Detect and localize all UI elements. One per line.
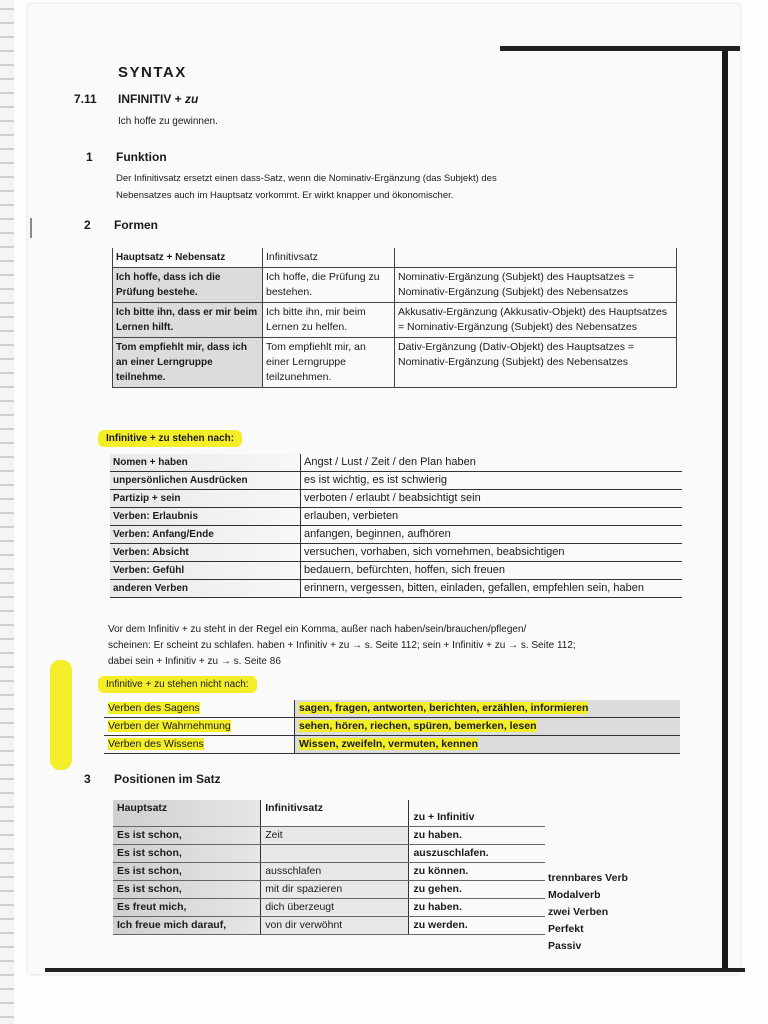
comma-note: Vor dem Infinitiv + zu steht in der Regel ein Komma, außer nach haben/sein/brauchen/pflegen/ scheinen: Er scheint zu schlafen. haben + Infinitiv + zu → s. Seite 112; sein + Infinitiv + zu → s. Seite 112; dabei sein + Infinitiv + zu → s. Seite 86 (108, 624, 576, 667)
nicht-table (104, 700, 680, 754)
table-cell: Ich hoffe, die Prüfung zu bestehen. (263, 268, 395, 303)
table-cell: Ich hoffe, dass ich die Prüfung bestehe. (113, 268, 263, 303)
positionen-table (113, 800, 545, 935)
highlighter-mark (50, 660, 72, 770)
table-cell: Zeit (261, 827, 409, 845)
table-cell: sehen, hören, riechen, spüren, bemerken, lesen (299, 720, 537, 732)
table-row (113, 268, 677, 303)
table-cell: zu haben. (409, 827, 545, 845)
section-2-number: 2 (84, 218, 91, 232)
section-1-number: 1 (86, 150, 93, 164)
table-cell: verboten / erlaubt / beabsichtigt sein (301, 490, 683, 508)
table-row (113, 845, 545, 863)
table-row (110, 508, 682, 526)
table-cell: sagen, fragen, antworten, berichten, erzählen, informieren (299, 702, 589, 714)
table-cell: zu haben. (409, 899, 545, 917)
nach-table (110, 454, 682, 598)
table-row (104, 700, 680, 718)
table-header-row (113, 248, 677, 268)
table-cell: Partizip + sein (110, 490, 301, 508)
table-row (110, 454, 682, 472)
table-cell: Es ist schon, (113, 845, 261, 863)
table-row (110, 490, 682, 508)
table-cell: Tom empfiehlt mir, an einer Lerngruppe teilzunehmen. (263, 338, 395, 388)
table-cell: Verben: Absicht (110, 544, 301, 562)
table-cell: bedauern, befürchten, hoffen, sich freuen (301, 562, 683, 580)
table-row (113, 881, 545, 899)
table-header-row (113, 800, 545, 827)
label-item: zwei Verben (548, 906, 609, 918)
table-cell: Akkusativ-Ergänzung (Akkusativ-Objekt) des Hauptsatzes = Nominativ-Ergänzung (Subjekt) des Nebensatzes (395, 303, 677, 338)
label-item: Perfekt (548, 923, 584, 935)
table-cell: Verben: Erlaubnis (110, 508, 301, 526)
table-cell: anderen Verben (110, 580, 301, 598)
table-cell: erinnern, vergessen, bitten, einladen, gefallen, empfehlen sein, haben (301, 580, 683, 598)
table-cell: Es ist schon, (113, 863, 261, 881)
table-cell: Nominativ-Ergänzung (Subjekt) des Hauptsatzes = Nominativ-Ergänzung (Subjekt) des Nebensatzes (395, 268, 677, 303)
table-cell: versuchen, vorhaben, sich vornehmen, beabsichtigen (301, 544, 683, 562)
table-cell: mit dir spazieren (261, 881, 409, 899)
table-row (110, 544, 682, 562)
table-row (113, 827, 545, 845)
label-item: Passiv (548, 940, 582, 952)
page-edge-bottom (45, 968, 745, 972)
page-edge-right (722, 50, 728, 970)
table-row (110, 472, 682, 490)
table-cell: unpersönlichen Ausdrücken (110, 472, 301, 490)
table-cell: Tom empfiehlt mir, dass ich an einer Lerngruppe teilnehme. (113, 338, 263, 388)
section-3-number: 3 (84, 772, 91, 786)
table-row (110, 580, 682, 598)
table-cell: Ich freue mich darauf, (113, 917, 261, 935)
table-header (395, 248, 677, 268)
formen-table (112, 248, 677, 388)
table-header: Infinitivsatz (263, 248, 395, 268)
table-cell: erlauben, verbieten (301, 508, 683, 526)
table-row (113, 338, 677, 388)
table-cell: Angst / Lust / Zeit / den Plan haben (301, 454, 683, 472)
table-cell: Verben der Wahrnehmung (108, 720, 231, 732)
table-row (110, 562, 682, 580)
table-row (113, 303, 677, 338)
table-cell: zu werden. (409, 917, 545, 935)
example-sentence: Ich hoffe zu gewinnen. (118, 116, 218, 127)
nicht-label: Infinitive + zu stehen nicht nach: (98, 676, 257, 693)
table-cell: Dativ-Ergänzung (Dativ-Objekt) des Hauptsatzes = Nominativ-Ergänzung (Subjekt) des Nebensatzes (395, 338, 677, 388)
table-cell (261, 845, 409, 863)
positionen-labels (548, 870, 628, 955)
section-2-title: Formen (114, 218, 159, 232)
table-header: Hauptsatz (113, 800, 261, 827)
spiral-binding (0, 0, 14, 1024)
table-header: Hauptsatz + Nebensatz (113, 248, 263, 268)
table-cell: zu gehen. (409, 881, 545, 899)
nach-label: Infinitive + zu stehen nach: (98, 430, 242, 447)
table-header: Infinitivsatz (261, 800, 409, 827)
table-row (113, 863, 545, 881)
section-title: INFINITIV + zu (118, 92, 199, 106)
table-cell: Verben: Gefühl (110, 562, 301, 580)
table-cell: Nomen + haben (110, 454, 301, 472)
page-edge-top (500, 46, 740, 51)
table-cell: Wissen, zweifeln, vermuten, kennen (299, 738, 479, 750)
table-row (104, 718, 680, 736)
pencil-mark (30, 218, 32, 238)
table-cell: dich überzeugt (261, 899, 409, 917)
table-cell: Es ist schon, (113, 827, 261, 845)
funktion-text: Der Infinitivsatz ersetzt einen dass-Satz, wenn die Nominativ-Ergänzung (das Subjekt) des Nebensatzes auch im Hauptsatz vorkommt. Er wirkt knapper und ökonomischer. (116, 173, 497, 201)
table-cell: Ich bitte ihn, dass er mir beim Lernen hilft. (113, 303, 263, 338)
label-item: Modalverb (548, 889, 601, 901)
table-cell: anfangen, beginnen, aufhören (301, 526, 683, 544)
table-cell: Verben des Wissens (108, 738, 204, 750)
section-3-title: Positionen im Satz (114, 772, 221, 786)
table-row (110, 526, 682, 544)
label-item: trennbares Verb (548, 872, 628, 884)
table-row (104, 736, 680, 754)
table-cell: zu können. (409, 863, 545, 881)
table-cell: Es freut mich, (113, 899, 261, 917)
section-number: 7.11 (74, 92, 97, 106)
table-cell: ausschlafen (261, 863, 409, 881)
table-row (113, 899, 545, 917)
section-1-title: Funktion (116, 150, 167, 164)
table-cell: Verben: Anfang/Ende (110, 526, 301, 544)
table-cell: auszuschlafen. (409, 845, 545, 863)
table-cell: Verben des Sagens (108, 702, 200, 714)
table-header: zu + Infinitiv (409, 800, 545, 827)
table-cell: Ich bitte ihn, mir beim Lernen zu helfen. (263, 303, 395, 338)
table-cell: es ist wichtig, es ist schwierig (301, 472, 683, 490)
table-row (113, 917, 545, 935)
table-cell: Es ist schon, (113, 881, 261, 899)
chapter-title: SYNTAX (118, 64, 187, 81)
table-cell: von dir verwöhnt (261, 917, 409, 935)
